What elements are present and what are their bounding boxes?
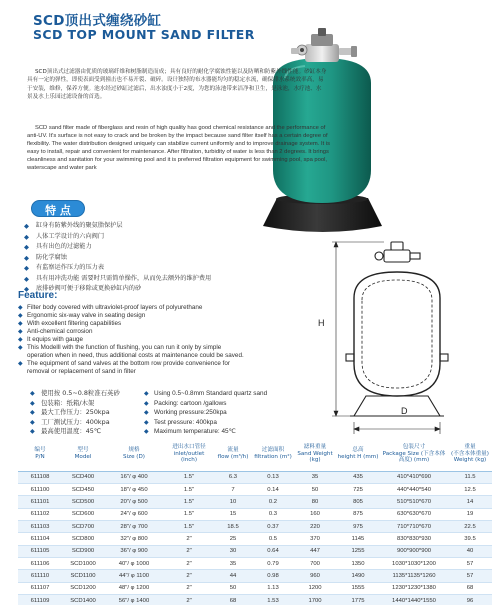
column-header-en: flow (m³/h) [217,453,249,460]
table-cell: 0.2 [252,496,294,508]
table-cell: 40"/ φ 1000 [104,557,164,569]
list-item: ◆ 最高使用温度：45℃ [30,427,120,437]
table-cell: 0.64 [252,545,294,557]
column-header-zh: 编号 [34,447,46,454]
table-cell: 1.5" [164,483,214,495]
table-cell: 440*440*540 [380,483,448,495]
table-cell: 15 [214,508,252,520]
column-header-en: (不含本体重量) Weight (kg) [451,450,489,463]
list-item: ◆ 防化学腐蚀 [24,253,274,264]
table-cell: 370 [294,533,336,545]
table-cell: 2" [164,533,214,545]
table-cell: 80 [294,496,336,508]
feature-list-en [18,304,308,376]
table-cell: 611102 [18,508,62,520]
table-cell: 611108 [18,471,62,483]
table-cell: SCD500 [62,496,104,508]
table-cell: 1.13 [252,582,294,594]
table-cell: 960 [294,570,336,582]
table-cell: 12.5 [448,483,492,495]
features-badge [31,200,85,217]
table-cell: 2" [164,557,214,569]
table-cell: 44 [214,570,252,582]
table-cell: 96 [448,594,492,605]
feature-list-zh [24,221,274,295]
table-cell: 1135*1135*1260 [380,570,448,582]
list-item: ◆ 使用按 0.5~0.8粒准石英砂 [30,389,120,399]
column-header [448,437,492,471]
description-en: SCD sand filter made of fiberglass and resin of high quality has good chemical resistance and the performance of anti-UV. It's surface is not easy to crack and be broken by the impact because sand filter itself has a certain degree of flexibility. The water distribution designed uniquely can stabilize current uniformly and to improve drainage system. It is easy to install, repair and convenient for maintenance. After filtration, turbidity of water is less than 2 degrees. It brings cleanliness and sanitation for your swimming pool and it is preferred filtration equipment for swimming pool, spa pool, waterscape and water park [27,125,330,172]
table-cell: 19 [448,508,492,520]
table-cell: 1.5" [164,520,214,532]
column-header-zh: 进出水口管径 [172,444,206,451]
table-cell: 40 [448,545,492,557]
table-row [18,557,492,569]
table-cell: 1350 [336,557,380,569]
table-cell: 611103 [18,520,62,532]
table-cell: 0.37 [252,520,294,532]
table-cell: 11.5 [448,471,492,483]
column-header-zh: 过滤面积 [261,447,285,454]
table-row [18,545,492,557]
table-cell: 57 [448,557,492,569]
page-title-en: SCD TOP MOUNT SAND FILTER [33,27,255,42]
features-badge-label: 特 点 [45,204,71,217]
table-cell: 0.13 [252,471,294,483]
table-cell: 0.3 [252,508,294,520]
table-cell: 32"/ φ 800 [104,533,164,545]
table-cell: 0.14 [252,483,294,495]
table-cell: 220 [294,520,336,532]
table-cell: SCD1200 [62,582,104,594]
column-header-en: Sand Weight (kg) [297,450,333,463]
table-cell: 44"/ φ 1100 [104,570,164,582]
table-cell: 805 [336,496,380,508]
table-cell: 20"/ φ 500 [104,496,164,508]
column-header [104,437,164,471]
table-cell: 1.5" [164,471,214,483]
table-cell: 68 [448,582,492,594]
table-cell: 48"/ φ 1200 [104,582,164,594]
specification-table [18,437,492,605]
table-cell: 975 [336,520,380,532]
list-item: ◆ 工厂测试压力：400kpa [30,418,120,428]
list-item: ◆ 缸身有防紫外线的聚氨脂保护层 [24,221,274,232]
column-header [336,437,380,471]
table-cell: 28"/ φ 700 [104,520,164,532]
list-item: ◆ 包装箱：纸箱/木架 [30,399,120,409]
table-cell: 57 [448,570,492,582]
table-cell: 611101 [18,496,62,508]
table-cell: 50 [294,483,336,495]
list-item: ◆ This Modelll with the function of flushing, you can run it only by simple [18,344,308,352]
diameter-dimension-label: D [401,406,408,416]
column-header [380,437,448,471]
list-item: ◆ Working pressure:250kpa [144,408,267,418]
list-item: ◆ 有监察运作压力的压力表 [24,263,274,274]
table-cell: 1490 [336,570,380,582]
table-cell: SCD400 [62,471,104,483]
table-cell: 435 [336,471,380,483]
table-cell: 35 [294,471,336,483]
table-cell: 611110 [18,570,62,582]
list-item: operation when in need, thus additional costs at maintenance could be saved. [27,352,244,360]
table-cell: 2" [164,570,214,582]
list-item: ◆ It equips with gauge [18,336,308,344]
table-cell: 611106 [18,557,62,569]
table-cell: 611105 [18,545,62,557]
spec-list-en [144,389,267,437]
table-cell: 1.5" [164,496,214,508]
table-cell: 1555 [336,582,380,594]
column-header-zh: 重量 [464,444,476,451]
table-cell: 710*710*670 [380,520,448,532]
page-title-zh: SCD顶出式缠绕砂缸 [33,13,162,29]
table-cell: 30 [214,545,252,557]
table-row [18,496,492,508]
column-header-en: inlet/outlet (inch) [173,450,205,463]
column-header-zh: 包装尺寸 [402,444,426,451]
table-cell: 700 [294,557,336,569]
table-cell: SCD450 [62,483,104,495]
table-row [18,471,492,483]
table-cell: 725 [336,483,380,495]
table-cell: 611109 [18,594,62,605]
table-cell: SCD900 [62,545,104,557]
table-cell: 1145 [336,533,380,545]
table-cell: SCD1100 [62,570,104,582]
table-row [18,508,492,520]
column-header-en: Model [74,453,92,460]
table-cell: 0.98 [252,570,294,582]
table-cell: SCD1400 [62,594,104,605]
table-cell: 611107 [18,582,62,594]
table-cell: 22.5 [448,520,492,532]
column-header-en: Package Size (下含本体高度) (mm) [382,450,446,463]
table-cell: 1.53 [252,594,294,605]
table-cell: 1.5" [164,508,214,520]
column-header-en: Size (D) [123,453,145,460]
list-item: ◆ 人体工学设计的六向阀门 [24,232,274,243]
table-cell: 1230*1230*1380 [380,582,448,594]
column-header-en: P/N [35,453,45,460]
table-cell: 18.5 [214,520,252,532]
list-item: ◆ Filter body covered with ultraviolet-proof layers of polyurethane [18,304,308,312]
table-row [18,483,492,495]
table-cell: SCD800 [62,533,104,545]
table-row [18,533,492,545]
table-cell: 2" [164,582,214,594]
list-item: removal or replacement of sand in filter [27,368,136,376]
list-item: ◆ Ergonomic six-way valve in seating design [18,312,308,320]
table-row [18,594,492,605]
list-item: ◆ 具有用冲洗功能 需要时只需简单操作，从而免去额外的维护费用 [24,274,274,285]
table-cell: 18"/ φ 450 [104,483,164,495]
table-cell: 1700 [294,594,336,605]
table-cell: 611104 [18,533,62,545]
table-cell: 7 [214,483,252,495]
table-cell: 39.5 [448,533,492,545]
table-cell: 510*510*670 [380,496,448,508]
column-header-zh: 规格 [128,447,140,454]
table-cell: 1775 [336,594,380,605]
table-cell: 410*410*690 [380,471,448,483]
list-item: ◆ Maximum temperature: 45℃ [144,427,267,437]
table-cell: 447 [294,545,336,557]
table-cell: 1200 [294,582,336,594]
table-cell: 1255 [336,545,380,557]
table-cell: 830*830*930 [380,533,448,545]
feature-heading-en: Feature: [18,290,58,301]
table-cell: 2" [164,545,214,557]
column-header-zh: 滤料重量 [303,444,327,451]
table-cell: 0.5 [252,533,294,545]
table-cell: 50 [214,582,252,594]
column-header-zh: 总高 [352,447,364,454]
table-cell: 6.3 [214,471,252,483]
table-cell: 611100 [18,483,62,495]
table-cell: 24"/ φ 600 [104,508,164,520]
table-cell: 36"/ φ 900 [104,545,164,557]
column-header [62,437,104,471]
column-header-zh: 流量 [227,447,239,454]
column-header [18,437,62,471]
table-cell: SCD600 [62,508,104,520]
table-cell: 160 [294,508,336,520]
column-header [214,437,252,471]
table-cell: 1030*1030*1200 [380,557,448,569]
list-item: ◆ Packing: cartoon /gallows [144,399,267,409]
list-item: ◆ The equipment of sand valves at the bottom row provide convenience for [18,360,308,368]
height-dimension-label: H [318,318,325,328]
list-item: ◆ Using 0.5~0.8mm Standard quartz sand [144,389,267,399]
column-header [164,437,214,471]
column-header [252,437,294,471]
table-cell: 900*900*900 [380,545,448,557]
list-item: ◆ 最大工作压力：250kpa [30,408,120,418]
table-cell: SCD700 [62,520,104,532]
table-cell: 25 [214,533,252,545]
list-item: ◆ Test pressure: 400kpa [144,418,267,428]
table-row [18,570,492,582]
column-header-zh: 型号 [77,447,89,454]
list-item: ◆ With excellent filtering capabilities [18,320,308,328]
table-cell: 10 [214,496,252,508]
column-header [294,437,336,471]
description-zh: SCD顶出式过滤器由优质的玻璃纤维和树脂制造而成；具有良好的耐化学腐蚀性能以及防晒和防紫外线性能。砂缸本身具有一定的弹性，即使表面受到撞击也不易开裂、破碎。设计独特的布水器能均匀的稳定水流，确保排水系统效率高，易于安装，维修，保养方便。池水经过砂缸过滤后，出水浊度小于2度，为您的泳池带来洁净和卫生，是泳池，水疗池、水景及水上乐园过滤设备的首选。 [27,69,327,100]
column-header-en: height H (mm) [337,453,379,460]
table-cell: SCD1000 [62,557,104,569]
table-row [18,582,492,594]
table-cell: 1440*1440*1550 [380,594,448,605]
list-item: ◆ 具有出色的过滤能力 [24,242,274,253]
column-header-en: filtration (m²) [254,453,292,460]
table-cell: 56"/ φ 1400 [104,594,164,605]
table-cell: 0.79 [252,557,294,569]
table-cell: 2" [164,594,214,605]
spec-list-zh [30,389,120,437]
table-cell: 68 [214,594,252,605]
list-item: ◆ Anti-chemical corrosion [18,328,308,336]
table-cell: 14 [448,496,492,508]
table-row [18,520,492,532]
table-cell: 875 [336,508,380,520]
table-cell: 16"/ φ 400 [104,471,164,483]
table-cell: 35 [214,557,252,569]
table-cell: 630*630*670 [380,508,448,520]
list-item: ◆ 底排砂阀可便于移除或更换砂缸内的砂 [24,284,274,295]
table-header-row [18,437,492,471]
